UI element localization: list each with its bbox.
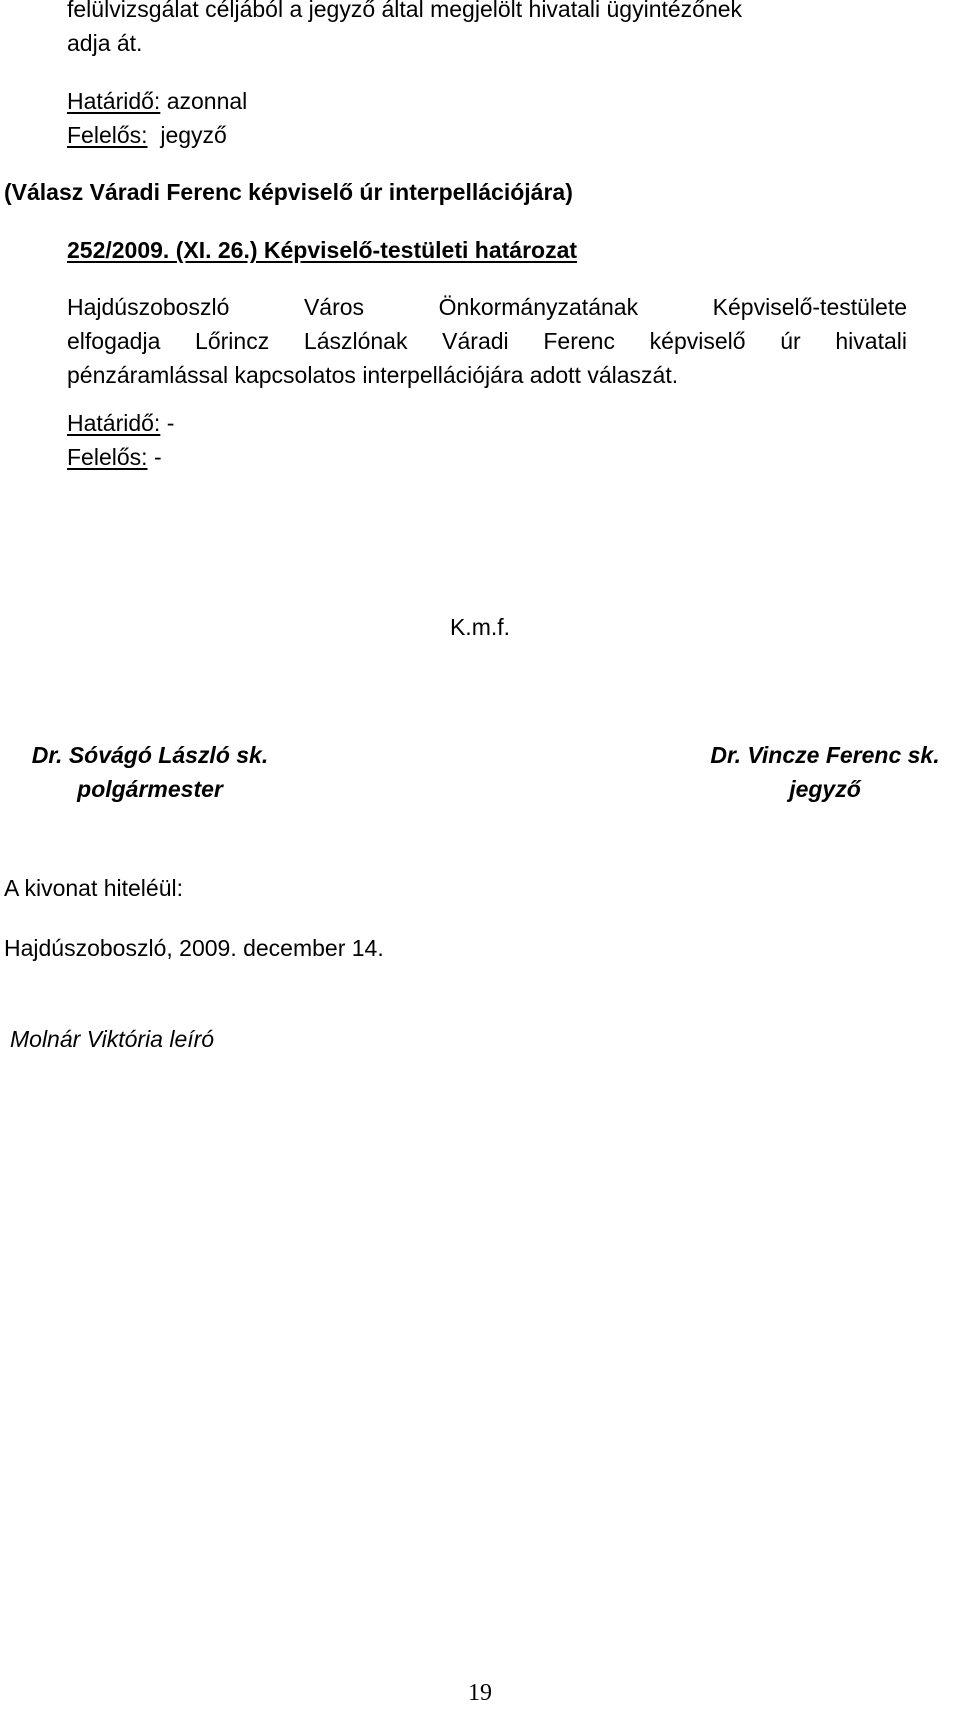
resolution-responsible-row bbox=[67, 440, 162, 474]
responsible-label: Felelős: bbox=[67, 122, 148, 148]
signature-right-title: jegyző bbox=[789, 776, 861, 802]
signature-left-title: polgármester bbox=[77, 776, 223, 802]
deadline-value: azonnal bbox=[166, 88, 248, 114]
page-number: 19 bbox=[468, 1680, 492, 1706]
deadline-row bbox=[67, 84, 247, 118]
deadline-label: Határidő: bbox=[67, 88, 161, 114]
certification-label: A kivonat hiteléül: bbox=[4, 875, 184, 901]
resolution-deadline-label: Határidő: bbox=[67, 410, 161, 436]
section-title: (Válasz Váradi Ferenc képviselő úr interpellációjára) bbox=[4, 179, 573, 205]
resolution-body-line: Hajdúszoboszló Város Önkormányzatának Képviselő-testülete bbox=[67, 294, 907, 320]
resolution-deadline-value: - bbox=[166, 410, 175, 436]
signature-left bbox=[0, 738, 300, 806]
intro-line-2: adja át. bbox=[67, 30, 143, 56]
signature-right bbox=[694, 738, 956, 806]
resolution-title: 252/2009. (XI. 26.) Képviselő-testületi határozat bbox=[67, 237, 578, 263]
resolution-deadline-row bbox=[67, 406, 174, 440]
kmf-text: K.m.f. bbox=[449, 614, 511, 640]
resolution-body bbox=[67, 290, 907, 392]
resolution-responsible-label: Felelős: bbox=[67, 444, 148, 470]
certification-place-date: Hajdúszoboszló, 2009. december 14. bbox=[4, 935, 384, 961]
resolution-responsible-value: - bbox=[153, 444, 162, 470]
resolution-body-line: pénzáramlással kapcsolatos interpellációjára adott válaszát. bbox=[67, 362, 679, 388]
responsible-row bbox=[67, 118, 227, 152]
signature-left-name: Dr. Sóvágó László sk. bbox=[31, 742, 269, 768]
responsible-value: jegyző bbox=[160, 122, 227, 148]
certification-clerk: Molnár Viktória leíró bbox=[10, 1026, 215, 1052]
intro-line-1: felülvizsgálat céljából a jegyző által megjelölt hivatali ügyintézőnek bbox=[67, 0, 743, 22]
signature-right-name: Dr. Vincze Ferenc sk. bbox=[710, 742, 940, 768]
resolution-body-line: elfogadja Lőrincz Lászlónak Váradi Ferenc képviselő úr hivatali bbox=[67, 328, 907, 354]
